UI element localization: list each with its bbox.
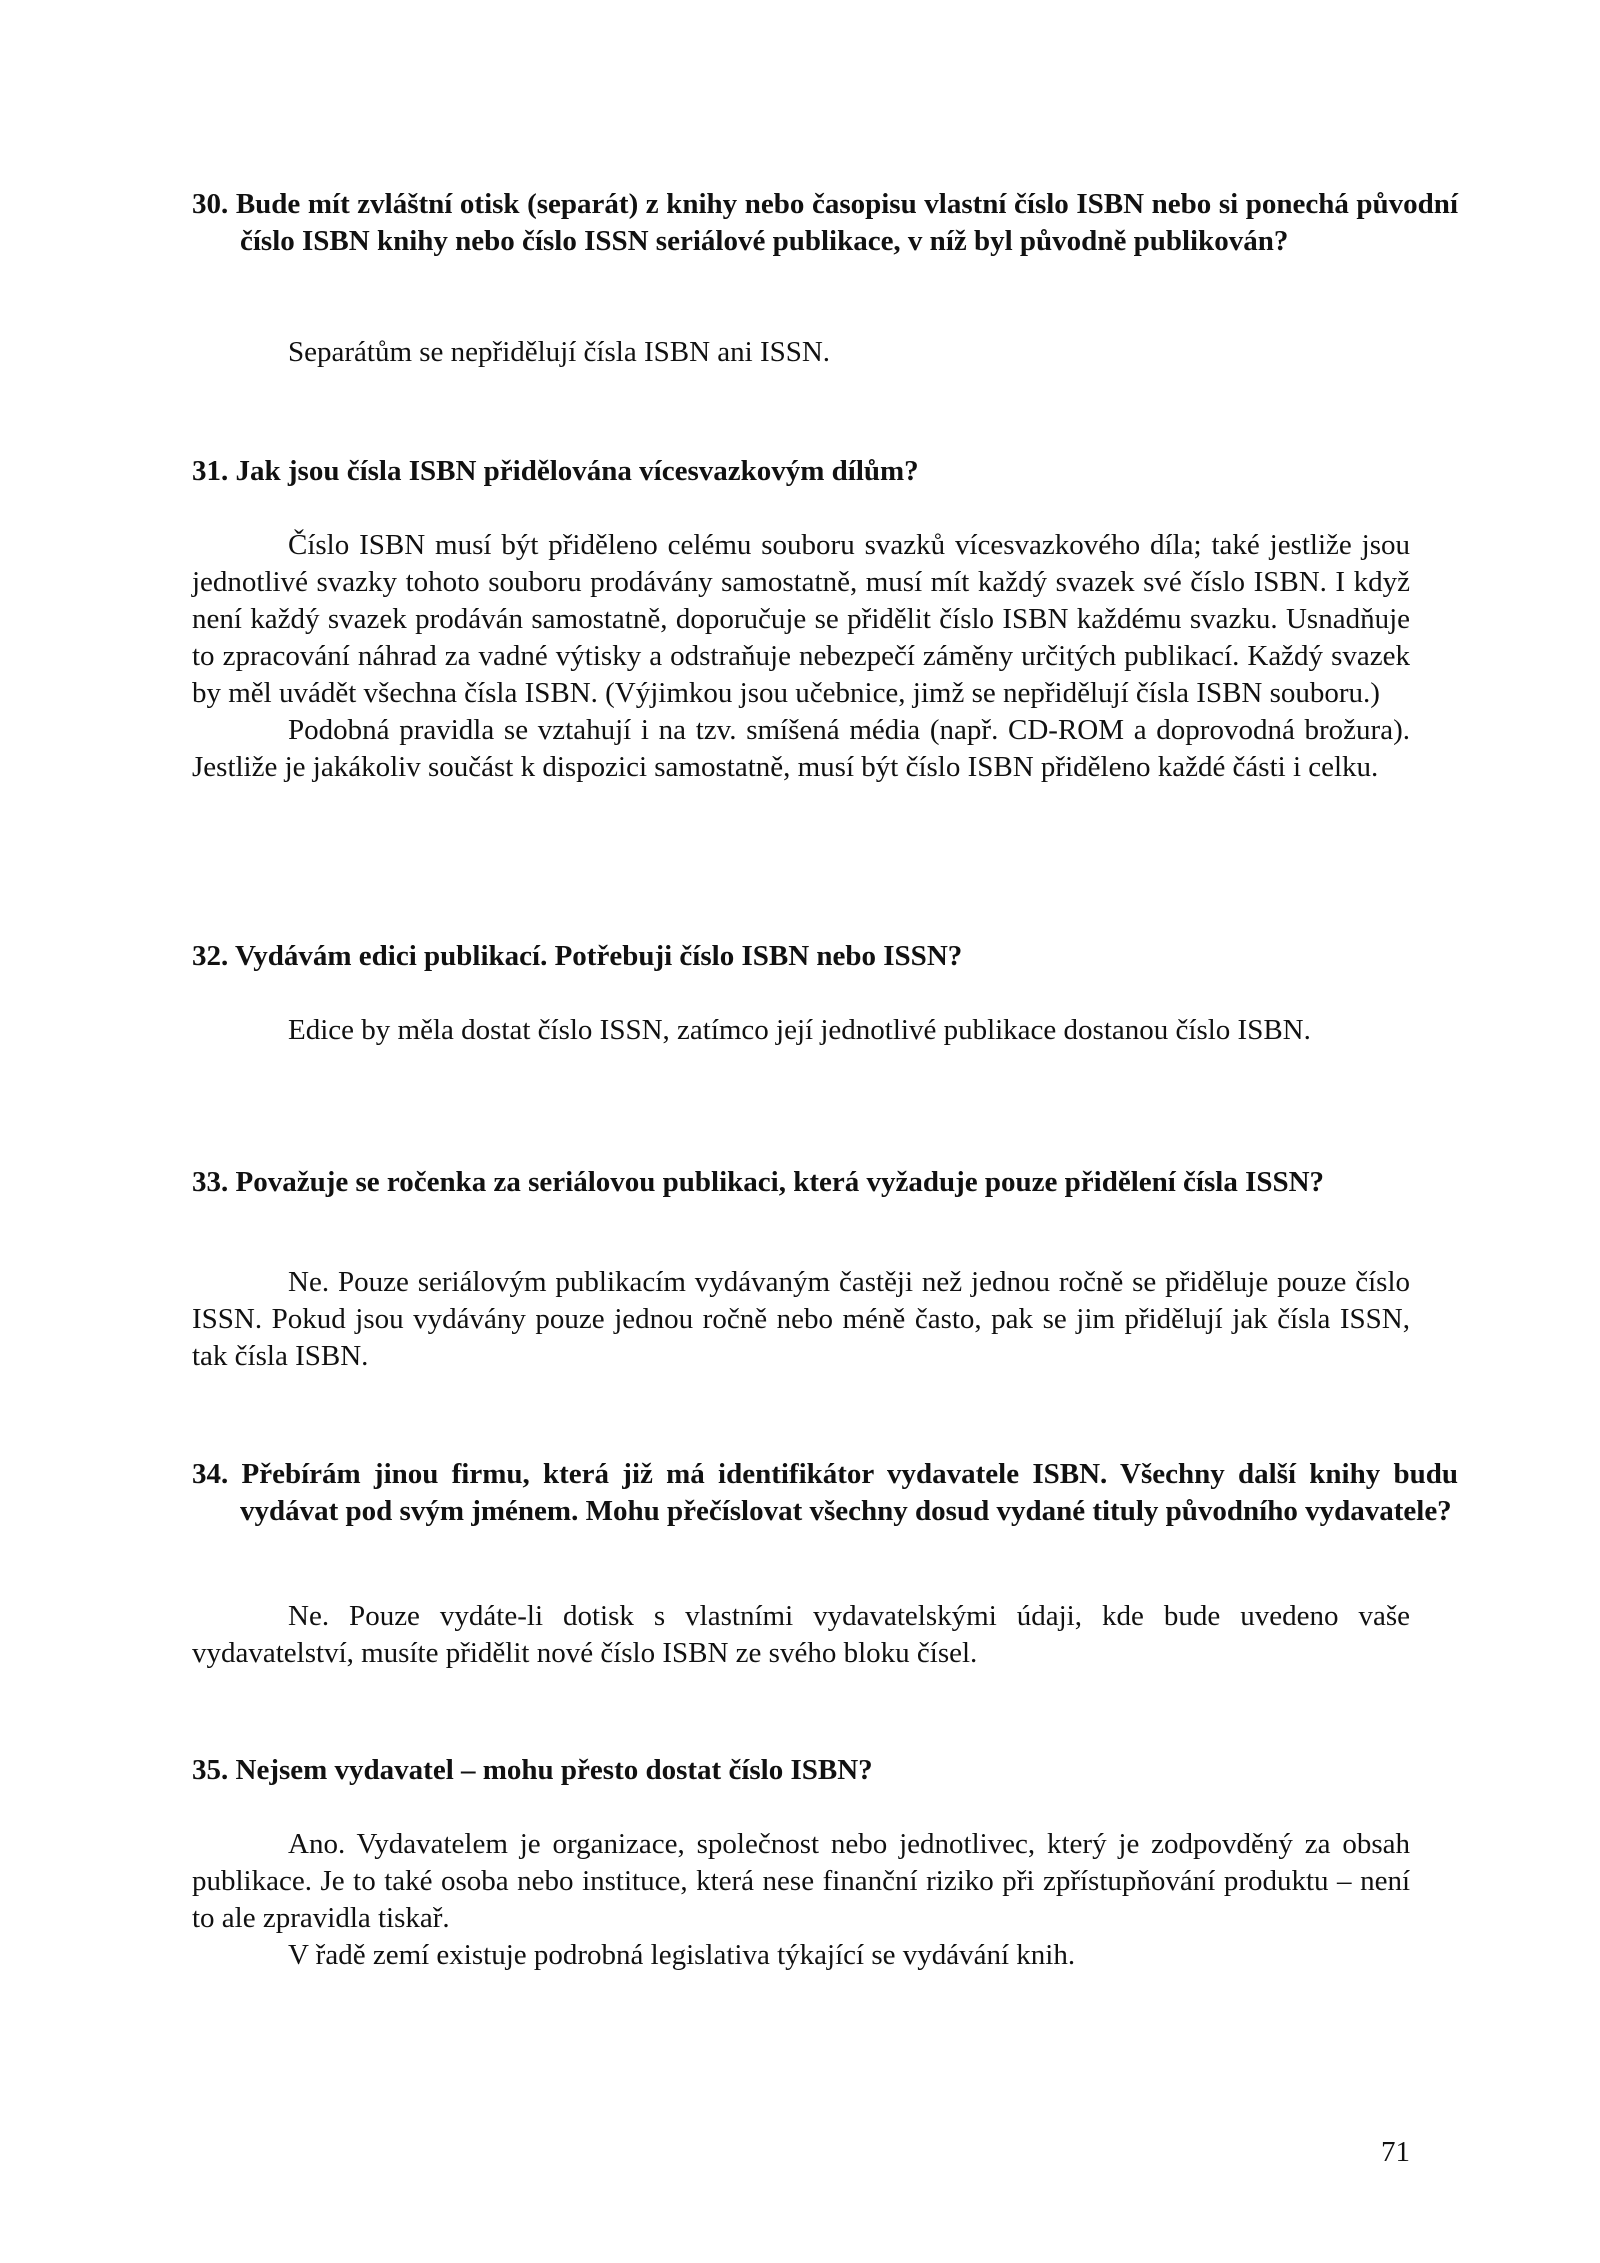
question-33: 33. Považuje se ročenka za seriálovou publikaci, která vyžaduje pouze přidělení čísla ISSN? — [192, 1166, 1325, 1198]
answer-34 — [192, 1598, 1410, 1672]
answer-33 — [192, 1264, 1410, 1375]
page-number: 71 — [1381, 2136, 1410, 2168]
question-32: 32. Vydávám edici publikací. Potřebuji číslo ISBN nebo ISSN? — [192, 940, 963, 972]
question-31: 31. Jak jsou čísla ISBN přidělována vícesvazkovým dílům? — [192, 455, 919, 487]
answer-35-paragraph-2: V řadě zemí existuje podrobná legislativa týkající se vydávání knih. — [288, 1939, 1076, 1971]
answer-35 — [192, 1826, 1410, 1974]
question-30: 30. Bude mít zvláštní otisk (separát) z knihy nebo časopisu vlastní číslo ISBN nebo si ponechá původní číslo ISBN knihy nebo číslo ISSN seriálové publikace, v níž byl původně publikován? — [192, 188, 1458, 257]
answer-30-paragraph: Separátům se nepřidělují čísla ISBN ani ISSN. — [288, 336, 831, 368]
answer-31-paragraph-2: Podobná pravidla se vztahují i na tzv. smíšená média (např. CD-ROM a doprovodná brožura). Jestliže je jakákoliv součást k dispozici samostatně, musí být číslo ISBN přiděleno každé části i celku. — [192, 714, 1410, 783]
question-35: 35. Nejsem vydavatel – mohu přesto dostat číslo ISBN? — [192, 1754, 873, 1786]
answer-32 — [192, 1012, 1410, 1049]
answer-34-paragraph: Ne. Pouze vydáte-li dotisk s vlastními vydavatelskými údaji, kde bude uvedeno vaše vydavatelství, musíte přidělit nové číslo ISBN ze svého bloku čísel. — [192, 1600, 1410, 1669]
answer-32-paragraph: Edice by měla dostat číslo ISSN, zatímco její jednotlivé publikace dostanou číslo ISBN. — [288, 1014, 1311, 1046]
answer-31-paragraph-1: Číslo ISBN musí být přiděleno celému souboru svazků vícesvazkového díla; také jestliže jsou jednotlivé svazky tohoto souboru prodávány samostatně, musí mít každý svazek své číslo ISBN. I když není každý svazek prodáván samostatně, doporučuje se přidělit číslo ISBN každému svazku. Usnadňuje to zpracování náhrad za vadné výtisky a odstraňuje nebezpečí záměny určitých publikací. Každý svazek by měl uvádět všechna čísla ISBN. (Výjimkou jsou učebnice, jimž se nepřidělují čísla ISBN souboru.) — [192, 529, 1410, 709]
answer-31 — [192, 527, 1410, 786]
answer-35-paragraph-1: Ano. Vydavatelem je organizace, společnost nebo jednotlivec, který je zodpovděný za obsah publikace. Je to také osoba nebo instituce, která nese finanční riziko při zpřístupňování produktu – není to ale zpravidla tiskař. — [192, 1828, 1410, 1934]
answer-33-paragraph: Ne. Pouze seriálovým publikacím vydávaným častěji než jednou ročně se přiděluje pouze číslo ISSN. Pokud jsou vydávány pouze jednou ročně nebo méně často, pak se jim přidělují jak čísla ISSN, tak čísla ISBN. — [192, 1266, 1410, 1372]
answer-30 — [192, 334, 1410, 371]
question-34: 34. Přebírám jinou firmu, která již má identifikátor vydavatele ISBN. Všechny další knihy budu vydávat pod svým jménem. Mohu přečíslovat všechny dosud vydané tituly původního vydavatele? — [192, 1458, 1458, 1527]
